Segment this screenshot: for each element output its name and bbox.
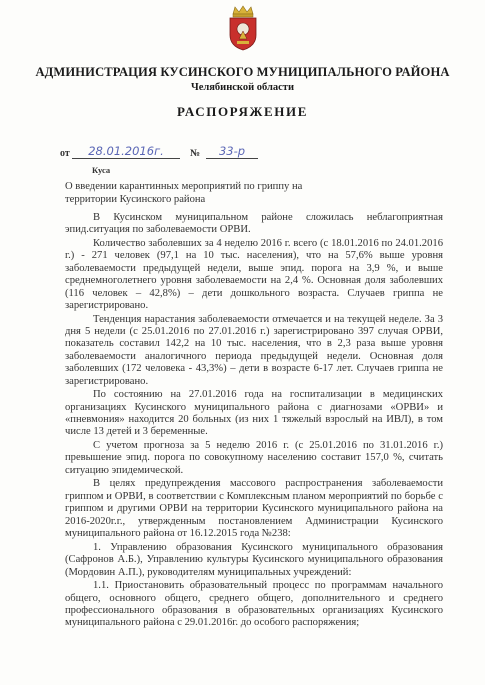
date-number-line — [60, 144, 440, 162]
document-body — [65, 212, 443, 631]
number-label: № — [190, 148, 201, 159]
paragraph: С учетом прогноза за 5 неделю 2016 г. (с 25.01.2016 по 31.01.2016 г.) превышение эпид. порога по совокупному населению составит 157,0 %, считать ситуацию эпидемической. — [65, 440, 443, 476]
paragraph: В Кусинском муниципальном районе сложилась неблагоприятная эпид.ситуация по заболеваемости ОРВИ. — [65, 212, 443, 236]
date-label: от — [60, 148, 70, 159]
paragraph: По состоянию на 27.01.2016 года на госпитализации в медицинских организациях Кусинского муниципального района с диагнозами «ОРВИ» и «пневмония» находится 20 больных (из них 1 тяжелый взрослый на ИВЛ), в том числе 13 детей и 3 беременные. — [65, 389, 443, 438]
document-subject: О введении карантинных мероприятий по гриппу на территории Кусинского района — [65, 181, 303, 205]
organization-title: АДМИНИСТРАЦИЯ КУСИНСКОГО МУНИЦИПАЛЬНОГО РАЙОНА — [35, 65, 450, 79]
document-number: 33-р — [206, 144, 258, 159]
document-date: 28.01.2016г. — [72, 144, 180, 159]
paragraph: 1.1. Приостановить образовательный процесс по программам начального общего, основного общего, среднего общего, дополнительного и среднего профессионального образования в образовательных организациях Кусинского муниципального района с 29.01.2016г. до особого распоряжения; — [65, 580, 443, 629]
paragraph: Тенденция нарастания заболеваемости отмечается и на текущей неделе. За 3 дня 5 недели (с 25.01.2016 по 27.01.2016 г.) зарегистрировано 397 случая ОРВИ, показатель составил 142,2 на 10 тыс. населения, что в 2,3 раза выше уровня заболеваемости аналогичного периода предыдущей недели. Основная доля заболевших (172 человека - 43,3%) – дети в возрасте 6-17 лет. Случаев гриппа не зарегистрировано. — [65, 313, 443, 387]
paragraph: 1. Управлению образования Кусинского муниципального образования (Сафронов А.Б.), Управлению культуры Кусинского муниципального образования (Мордовин А.П.), руководителям муниципальных учреждений: — [65, 541, 443, 578]
paragraph: В целях предупреждения массового распространения заболеваемости гриппом и ОРВИ, в соответствии с Комплексным планом мероприятий по борьбе с гриппом и другими ОРВИ на территории Кусинского муниципального района на 2016-2020г.г., утвержденным постановлением Администрации Кусинского муниципального района от 16.12.2015 года №238: — [65, 478, 443, 540]
coat-of-arms-icon — [227, 5, 259, 51]
paragraph: Количество заболевших за 4 неделю 2016 г. всего (с 18.01.2016 по 24.01.2016 г.) - 271 человек (97,1 на 10 тыс. населения), что на 57,6% выше уровня заболеваемости предыдущей недели, выше эпид. порога на 3,9 %, и выше среднемноголетнего уровня заболеваемости на 2,4 %. Основная доля заболевших (116 человек – 42,8%) – дети дошкольного возраста. Случаев гриппа не зарегистрировано. — [65, 238, 443, 312]
document-type: РАСПОРЯЖЕНИЕ — [177, 104, 308, 119]
city-label: Куса — [92, 165, 111, 175]
region-subtitle: Челябинской области — [190, 82, 295, 93]
